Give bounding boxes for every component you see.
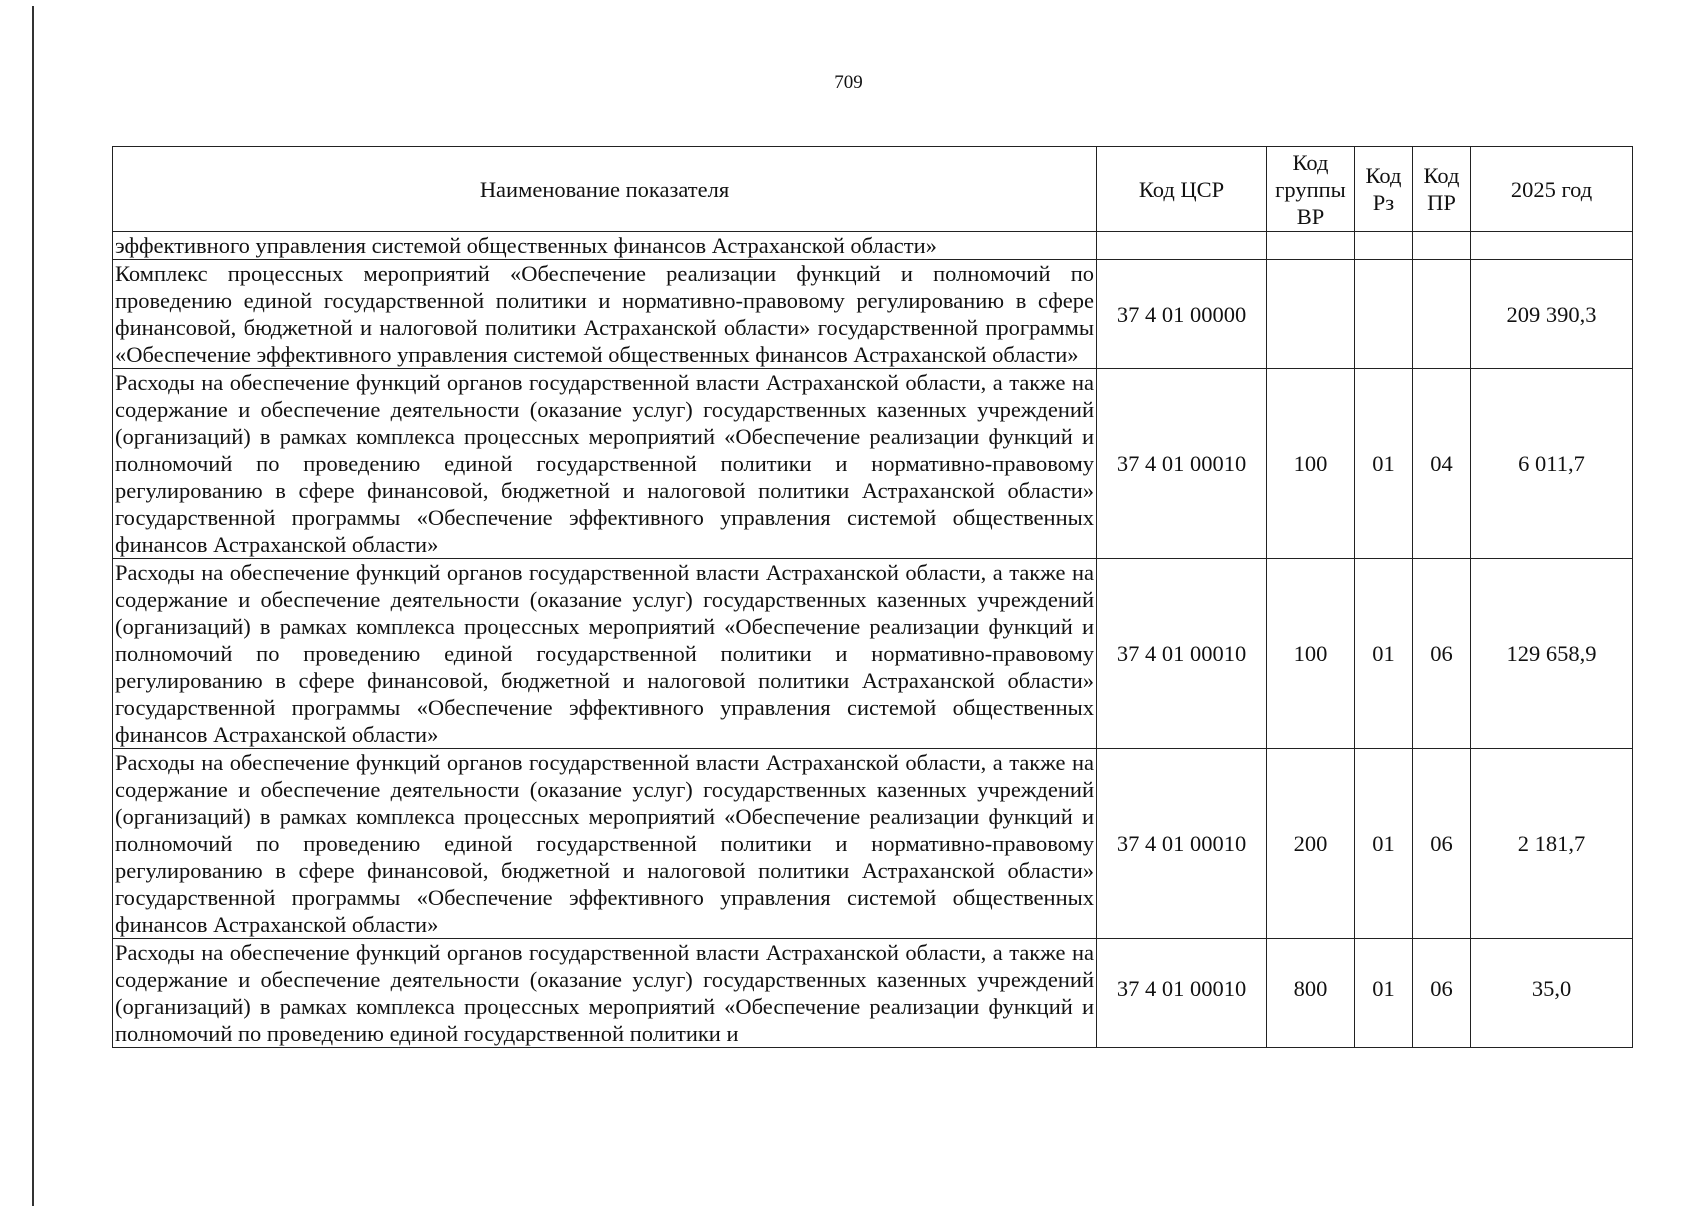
row-vr-code: 800	[1267, 939, 1355, 1048]
row-pr-code: 06	[1413, 559, 1471, 749]
row-rz-code: 01	[1355, 559, 1413, 749]
row-csr-code: 37 4 01 00010	[1097, 749, 1267, 939]
row-amount: 2 181,7	[1471, 749, 1633, 939]
row-rz-code	[1355, 260, 1413, 369]
row-vr-code: 200	[1267, 749, 1355, 939]
row-csr-code: 37 4 01 00010	[1097, 369, 1267, 559]
row-vr-code	[1267, 260, 1355, 369]
table-row	[113, 232, 1633, 260]
header-pr-code: Код ПР	[1413, 147, 1471, 232]
row-vr-code: 100	[1267, 559, 1355, 749]
page-number: 709	[834, 72, 863, 93]
table-row	[113, 260, 1633, 369]
row-pr-code	[1413, 260, 1471, 369]
row-vr-code	[1267, 232, 1355, 260]
header-csr-code: Код ЦСР	[1097, 147, 1267, 232]
header-vr-group-code: Код группы ВР	[1267, 147, 1355, 232]
row-name: Комплекс процессных мероприятий «Обеспечение реализации функций и полномочий по проведению единой государственной политики и нормативно-правовому регулированию в сфере финансовой, бюджетной и налоговой политики Астраханской области» государственной программы «Обеспечение эффективного управления системой общественных финансов Астраханской области»	[113, 260, 1097, 369]
header-rz-code: Код Рз	[1355, 147, 1413, 232]
row-amount: 129 658,9	[1471, 559, 1633, 749]
table-header-row	[113, 147, 1633, 232]
header-year-2025: 2025 год	[1471, 147, 1633, 232]
row-csr-code: 37 4 01 00010	[1097, 939, 1267, 1048]
header-name: Наименование показателя	[113, 147, 1097, 232]
table-row	[113, 939, 1633, 1048]
row-csr-code: 37 4 01 00000	[1097, 260, 1267, 369]
row-csr-code	[1097, 232, 1267, 260]
row-rz-code: 01	[1355, 749, 1413, 939]
row-pr-code: 06	[1413, 749, 1471, 939]
row-pr-code: 04	[1413, 369, 1471, 559]
row-pr-code: 06	[1413, 939, 1471, 1048]
row-amount: 209 390,3	[1471, 260, 1633, 369]
table-row	[113, 369, 1633, 559]
table-row	[113, 749, 1633, 939]
row-name: Расходы на обеспечение функций органов государственной власти Астраханской области, а также на содержание и обеспечение деятельности (оказание услуг) государственных казенных учреждений (организаций) в рамках комплекса процессных мероприятий «Обеспечение реализации функций и полномочий по проведению единой государственной политики и нормативно-правовому регулированию в сфере финансовой, бюджетной и налоговой политики Астраханской области» государственной программы «Обеспечение эффективного управления системой общественных финансов Астраханской области»	[113, 559, 1097, 749]
row-rz-code	[1355, 232, 1413, 260]
row-amount: 6 011,7	[1471, 369, 1633, 559]
row-rz-code: 01	[1355, 369, 1413, 559]
row-name: Расходы на обеспечение функций органов государственной власти Астраханской области, а также на содержание и обеспечение деятельности (оказание услуг) государственных казенных учреждений (организаций) в рамках комплекса процессных мероприятий «Обеспечение реализации функций и полномочий по проведению единой государственной политики и нормативно-правовому регулированию в сфере финансовой, бюджетной и налоговой политики Астраханской области» государственной программы «Обеспечение эффективного управления системой общественных финансов Астраханской области»	[113, 749, 1097, 939]
row-vr-code: 100	[1267, 369, 1355, 559]
row-name: Расходы на обеспечение функций органов государственной власти Астраханской области, а также на содержание и обеспечение деятельности (оказание услуг) государственных казенных учреждений (организаций) в рамках комплекса процессных мероприятий «Обеспечение реализации функций и полномочий по проведению единой государственной политики и нормативно-правовому регулированию в сфере финансовой, бюджетной и налоговой политики Астраханской области» государственной программы «Обеспечение эффективного управления системой общественных финансов Астраханской области»	[113, 369, 1097, 559]
row-amount	[1471, 232, 1633, 260]
binding-margin-line	[32, 6, 34, 1206]
row-name: Расходы на обеспечение функций органов государственной власти Астраханской области, а также на содержание и обеспечение деятельности (оказание услуг) государственных казенных учреждений (организаций) в рамках комплекса процессных мероприятий «Обеспечение реализации функций и полномочий по проведению единой государственной политики и	[113, 939, 1097, 1048]
row-amount: 35,0	[1471, 939, 1633, 1048]
row-rz-code: 01	[1355, 939, 1413, 1048]
row-name: эффективного управления системой общественных финансов Астраханской области»	[113, 232, 1097, 260]
table-row	[113, 559, 1633, 749]
row-pr-code	[1413, 232, 1471, 260]
budget-table	[112, 146, 1633, 1048]
row-csr-code: 37 4 01 00010	[1097, 559, 1267, 749]
